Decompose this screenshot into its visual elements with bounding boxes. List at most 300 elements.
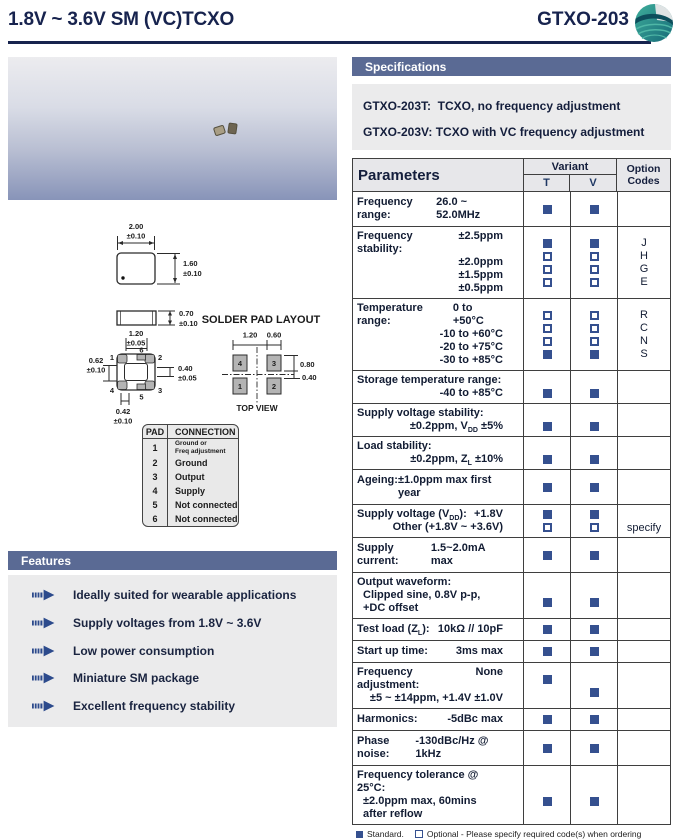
parameter-cell bbox=[353, 192, 523, 226]
parameter-cell bbox=[353, 404, 523, 436]
specifications-section-bar: Specifications bbox=[352, 57, 671, 76]
feature-text: Excellent frequency stability bbox=[73, 699, 236, 713]
marker-slot bbox=[571, 322, 617, 335]
marker-slot bbox=[524, 440, 570, 453]
optional-marker bbox=[543, 311, 552, 320]
variant-v-cell bbox=[570, 663, 617, 708]
parameter-value: Clipped sine, 0.8V p-p, +DC offset bbox=[363, 589, 481, 614]
marker-slot bbox=[524, 322, 570, 335]
standard-legend-text: Standard. bbox=[367, 829, 404, 839]
option-code bbox=[618, 549, 670, 562]
svg-text:±0.05: ±0.05 bbox=[178, 373, 197, 383]
parameter-line bbox=[357, 589, 503, 615]
parameter-value: -10 to +60°C bbox=[439, 328, 503, 340]
option-code bbox=[618, 420, 670, 433]
optional-marker bbox=[590, 324, 599, 333]
option-code bbox=[618, 203, 670, 216]
optional-marker bbox=[543, 252, 552, 261]
spec-table-row bbox=[353, 708, 670, 730]
title-underline bbox=[8, 41, 651, 44]
marker-slot bbox=[571, 387, 617, 400]
page-title: 1.8V ~ 3.6V SM (VC)TCXO bbox=[8, 9, 235, 30]
variant-descriptions bbox=[352, 84, 671, 150]
option-code: C bbox=[640, 322, 648, 334]
parameter-value: -40 to +85°C bbox=[439, 387, 503, 399]
option-code-cell bbox=[617, 299, 670, 370]
option-code: N bbox=[640, 335, 648, 347]
option-code bbox=[618, 686, 670, 699]
optional-marker bbox=[590, 278, 599, 287]
option-code-cell bbox=[617, 470, 670, 504]
standard-marker bbox=[590, 744, 599, 753]
pad-connection-line: Supply bbox=[175, 486, 206, 496]
parameter-value: 26.0 ~ 52.0MHz bbox=[436, 196, 481, 221]
feature-item bbox=[32, 644, 337, 658]
optional-legend-text: Optional - Please specify required code(s) when ordering bbox=[426, 829, 642, 839]
option-code: S bbox=[640, 348, 648, 360]
parameter-line bbox=[357, 420, 503, 433]
marker-slot bbox=[524, 549, 570, 562]
pad-header-cell: PAD bbox=[143, 425, 168, 438]
parameter-line bbox=[357, 282, 503, 295]
parameter-cell bbox=[353, 437, 523, 469]
svg-text:5: 5 bbox=[139, 392, 144, 402]
variant-v-cell bbox=[570, 227, 617, 298]
marker-slot bbox=[571, 309, 617, 322]
standard-marker bbox=[590, 688, 599, 697]
parameter-cell bbox=[353, 709, 523, 730]
svg-text:3: 3 bbox=[158, 386, 163, 395]
option-code-cell bbox=[617, 227, 670, 298]
pad-connection bbox=[168, 439, 238, 456]
variant-v-cell bbox=[570, 619, 617, 640]
marker-slot bbox=[571, 453, 617, 466]
marker-slot bbox=[571, 374, 617, 387]
parameter-value: None bbox=[475, 666, 503, 678]
parameter-line bbox=[357, 713, 503, 726]
svg-text:1.20: 1.20 bbox=[242, 330, 258, 340]
parameter-label: Frequency tolerance @ 25°C: bbox=[357, 769, 479, 794]
marker-slot bbox=[524, 335, 570, 348]
optional-marker bbox=[590, 337, 599, 346]
svg-text:0.70: 0.70 bbox=[179, 309, 194, 318]
parameter-line bbox=[357, 440, 503, 453]
optional-marker bbox=[543, 278, 552, 287]
parameter-label: Frequency adjustment: bbox=[357, 666, 420, 691]
spec-table-row bbox=[353, 730, 670, 765]
optional-marker bbox=[543, 265, 552, 274]
parameter-line bbox=[357, 302, 503, 328]
svg-text:0.60: 0.60 bbox=[266, 330, 282, 340]
marker-slot bbox=[524, 596, 570, 609]
parameter-line bbox=[357, 387, 503, 400]
svg-text:±0.10: ±0.10 bbox=[183, 269, 202, 278]
svg-text:±0.10: ±0.10 bbox=[113, 416, 133, 426]
standard-marker bbox=[590, 715, 599, 724]
pad-table-row bbox=[143, 512, 238, 526]
marker-slot bbox=[524, 521, 570, 534]
svg-text:1.60: 1.60 bbox=[183, 259, 198, 268]
parameter-label: Phase noise: bbox=[357, 735, 390, 760]
option-code-cell bbox=[617, 573, 670, 618]
svg-text:4: 4 bbox=[237, 359, 243, 368]
pad-table-header bbox=[143, 425, 238, 439]
marker-slot bbox=[524, 481, 570, 494]
standard-marker bbox=[543, 455, 552, 464]
optional-marker bbox=[590, 311, 599, 320]
option-code-cell bbox=[617, 437, 670, 469]
parameter-cell bbox=[353, 505, 523, 537]
parameter-line bbox=[357, 666, 503, 692]
feature-item bbox=[32, 616, 337, 630]
variant-t-cell bbox=[523, 437, 570, 469]
option-code bbox=[618, 453, 670, 466]
marker-slot bbox=[571, 263, 617, 276]
option-code bbox=[618, 407, 670, 420]
spec-table-row bbox=[353, 436, 670, 469]
variant-t-cell bbox=[523, 470, 570, 504]
feature-item bbox=[32, 671, 337, 685]
parameter-label: Frequency range: bbox=[357, 196, 413, 221]
pad-connection-line: Not connected bbox=[175, 514, 238, 524]
option-code bbox=[618, 623, 670, 636]
solder-pad-layout-title: SOLDER PAD LAYOUT bbox=[201, 314, 321, 326]
option-code-cell bbox=[617, 505, 670, 537]
standard-marker bbox=[590, 647, 599, 656]
parameter-label: Output waveform: bbox=[357, 576, 452, 588]
parameter-value: ±5 ~ ±14ppm, +1.4V ±1.0V bbox=[369, 692, 503, 704]
brand-logo-icon bbox=[634, 3, 674, 43]
marker-slot bbox=[571, 645, 617, 658]
option-code bbox=[618, 645, 670, 658]
parameter-label: Frequency stability: bbox=[357, 230, 413, 255]
parameter-value: -5dBc max bbox=[447, 713, 503, 725]
optional-marker-legend-icon bbox=[415, 830, 423, 838]
variant-v-header: V bbox=[589, 177, 597, 189]
parameter-line bbox=[357, 407, 503, 420]
standard-marker bbox=[590, 389, 599, 398]
marker-slot bbox=[524, 782, 570, 795]
variant-t-cell bbox=[523, 766, 570, 824]
features-section-bar: Features bbox=[8, 551, 337, 570]
standard-marker bbox=[590, 205, 599, 214]
parameter-cell bbox=[353, 299, 523, 370]
parameter-line bbox=[357, 576, 503, 589]
standard-marker bbox=[543, 551, 552, 560]
option-code bbox=[618, 795, 670, 808]
variant-v-cell bbox=[570, 538, 617, 572]
parameter-line bbox=[357, 735, 503, 761]
parameter-line bbox=[357, 354, 503, 367]
option-code-cell bbox=[617, 731, 670, 765]
variant-t-cell bbox=[523, 663, 570, 708]
tcxo-chip-photo bbox=[227, 122, 237, 134]
optional-marker bbox=[590, 265, 599, 274]
parameter-value: ±2.0ppm max, 60mins after reflow bbox=[363, 795, 477, 820]
parameter-label: Ageing: bbox=[357, 474, 398, 486]
pad-number: 4 bbox=[143, 484, 168, 498]
option-code-cell bbox=[617, 192, 670, 226]
marker-slot bbox=[524, 645, 570, 658]
parameter-cell bbox=[353, 766, 523, 824]
parameter-value: 0 to +50°C bbox=[452, 302, 484, 327]
option-code bbox=[618, 782, 670, 795]
marker-slot bbox=[571, 713, 617, 726]
option-code bbox=[618, 481, 670, 494]
optional-marker bbox=[543, 337, 552, 346]
parameter-line bbox=[357, 474, 503, 500]
variant-t-cell bbox=[523, 227, 570, 298]
pad-number: 5 bbox=[143, 498, 168, 512]
variant-v-cell bbox=[570, 437, 617, 469]
marker-slot bbox=[524, 713, 570, 726]
standard-marker bbox=[543, 715, 552, 724]
spec-table-header bbox=[353, 159, 670, 192]
parameter-value: -30 to +85°C bbox=[439, 354, 503, 366]
pad-connection-table bbox=[142, 424, 239, 527]
variant-t-cell bbox=[523, 505, 570, 537]
marker-slot bbox=[524, 203, 570, 216]
variant-t-cell bbox=[523, 299, 570, 370]
parameter-value: ±1.5ppm bbox=[458, 269, 503, 281]
pad-connection-line: Not connected bbox=[175, 500, 238, 510]
option-code: G bbox=[639, 263, 649, 275]
variant-v-cell bbox=[570, 299, 617, 370]
marker-slot bbox=[524, 348, 570, 361]
connection-header-cell: CONNECTION bbox=[175, 426, 236, 437]
option-code bbox=[618, 374, 670, 387]
spec-table-row bbox=[353, 403, 670, 436]
parameter-label: Harmonics: bbox=[357, 713, 418, 725]
marker-slot bbox=[571, 742, 617, 755]
parameter-value: -130dBc/Hz @ 1kHz bbox=[415, 735, 489, 760]
variant-t-cell bbox=[523, 709, 570, 730]
marker-slot bbox=[571, 237, 617, 250]
variant-t-cell bbox=[523, 641, 570, 662]
feature-arrow-icon bbox=[32, 645, 55, 657]
parameter-line bbox=[357, 453, 503, 466]
option-code-cell bbox=[617, 766, 670, 824]
option-code-cell bbox=[617, 709, 670, 730]
spec-table-row bbox=[353, 298, 670, 370]
pad-connection bbox=[168, 470, 238, 484]
option-code: E bbox=[640, 276, 648, 288]
variant-v-description: GTXO-203V: TCXO with VC frequency adjustment bbox=[363, 125, 645, 139]
option-code bbox=[618, 508, 670, 521]
spec-table-row bbox=[353, 572, 670, 618]
svg-text:4: 4 bbox=[109, 386, 114, 395]
marker-slot bbox=[571, 348, 617, 361]
marker-slot bbox=[571, 440, 617, 453]
option-code-cell bbox=[617, 538, 670, 572]
standard-marker bbox=[543, 797, 552, 806]
feature-arrow-icon bbox=[32, 617, 55, 629]
spec-table-row bbox=[353, 640, 670, 662]
parameter-line bbox=[357, 328, 503, 341]
parameter-line bbox=[357, 623, 503, 636]
marker-slot bbox=[524, 374, 570, 387]
variant-v-cell bbox=[570, 404, 617, 436]
option-code bbox=[618, 387, 670, 400]
marker-slot bbox=[524, 263, 570, 276]
parameter-line bbox=[357, 196, 503, 222]
parameter-cell bbox=[353, 731, 523, 765]
features-list bbox=[8, 575, 337, 727]
option-code-cell bbox=[617, 371, 670, 403]
option-code bbox=[618, 583, 670, 596]
standard-marker bbox=[590, 625, 599, 634]
parameter-value: 1.5~2.0mA max bbox=[430, 542, 486, 567]
standard-marker bbox=[543, 239, 552, 248]
parameter-line bbox=[357, 269, 503, 282]
parameter-value: ±0.2ppm, $Z_L \pm 10\%$ bbox=[410, 453, 503, 468]
marker-slot bbox=[571, 481, 617, 494]
option-code-cell bbox=[617, 404, 670, 436]
marker-slot bbox=[571, 335, 617, 348]
standard-marker bbox=[590, 422, 599, 431]
standard-marker bbox=[590, 483, 599, 492]
optional-marker bbox=[590, 523, 599, 532]
feature-arrow-icon bbox=[32, 700, 55, 712]
pad-connection-line: Ground or bbox=[175, 440, 207, 447]
parameter-cell bbox=[353, 663, 523, 708]
parameter-line bbox=[357, 256, 503, 269]
svg-text:1: 1 bbox=[109, 353, 114, 362]
feature-text: Miniature SM package bbox=[73, 671, 200, 686]
svg-text:3: 3 bbox=[271, 359, 277, 368]
variant-header: Variant bbox=[524, 159, 616, 175]
variant-v-cell bbox=[570, 766, 617, 824]
feature-arrow-icon bbox=[32, 672, 55, 684]
svg-text:2: 2 bbox=[158, 353, 163, 362]
marker-slot bbox=[571, 583, 617, 596]
pad-connection-line: Ground bbox=[175, 458, 208, 468]
spec-table-row bbox=[353, 504, 670, 537]
parameter-line bbox=[357, 374, 503, 387]
marker-slot bbox=[571, 508, 617, 521]
parameter-line bbox=[357, 341, 503, 354]
parameter-label: Start up time: bbox=[357, 645, 428, 657]
parameter-line bbox=[357, 508, 503, 521]
parameter-cell bbox=[353, 470, 523, 504]
spec-table-row bbox=[353, 370, 670, 403]
option-code bbox=[618, 440, 670, 453]
svg-text:±0.10: ±0.10 bbox=[126, 231, 146, 241]
pad-table-row bbox=[143, 484, 238, 498]
svg-text:1.20: 1.20 bbox=[128, 329, 144, 338]
marker-slot bbox=[571, 203, 617, 216]
variant-v-cell bbox=[570, 731, 617, 765]
option-code bbox=[618, 596, 670, 609]
parameter-line bbox=[357, 692, 503, 705]
standard-marker bbox=[543, 483, 552, 492]
variant-v-cell bbox=[570, 505, 617, 537]
standard-marker bbox=[590, 350, 599, 359]
spec-table-row bbox=[353, 192, 670, 226]
feature-item bbox=[32, 699, 337, 713]
parameter-cell bbox=[353, 371, 523, 403]
marker-slot bbox=[524, 276, 570, 289]
parameter-value: ±0.5ppm bbox=[458, 282, 503, 294]
pad-connection bbox=[168, 512, 238, 526]
marker-slot bbox=[524, 237, 570, 250]
parameter-line bbox=[357, 230, 503, 256]
parameter-label: Supply current: bbox=[357, 542, 399, 567]
parameter-value: ±0.2ppm, $V_{DD} \pm 5\%$ bbox=[409, 420, 503, 435]
variant-t-cell bbox=[523, 573, 570, 618]
pad-table-row bbox=[143, 439, 238, 456]
standard-marker bbox=[543, 598, 552, 607]
standard-marker bbox=[543, 625, 552, 634]
marker-slot bbox=[571, 420, 617, 433]
marker-slot bbox=[571, 782, 617, 795]
variant-v-cell bbox=[570, 641, 617, 662]
marker-slot bbox=[571, 276, 617, 289]
pad-connection bbox=[168, 498, 238, 512]
svg-text:0.40: 0.40 bbox=[178, 364, 193, 373]
top-view-label: TOP VIEW bbox=[236, 403, 278, 413]
parameter-label: Supply voltage stability: bbox=[357, 407, 484, 419]
spec-table-row bbox=[353, 662, 670, 708]
parameter-cell bbox=[353, 573, 523, 618]
pad-table-row bbox=[143, 456, 238, 470]
spec-table-row bbox=[353, 618, 670, 640]
parameter-value: 3ms max bbox=[455, 645, 503, 657]
spec-table-row bbox=[353, 469, 670, 504]
svg-text:0.40: 0.40 bbox=[302, 373, 317, 382]
standard-marker bbox=[543, 510, 552, 519]
optional-marker bbox=[590, 252, 599, 261]
specifications-table bbox=[352, 158, 671, 825]
pad-table-row bbox=[143, 470, 238, 484]
variant-t-cell bbox=[523, 538, 570, 572]
standard-marker bbox=[543, 744, 552, 753]
table-footnote bbox=[356, 829, 641, 839]
option-code: J bbox=[641, 237, 647, 249]
standard-marker bbox=[543, 350, 552, 359]
marker-slot bbox=[571, 549, 617, 562]
svg-text:0.80: 0.80 bbox=[300, 360, 315, 369]
parameter-label: Supply voltage $(V_{DD})$: bbox=[357, 508, 467, 523]
standard-marker bbox=[590, 510, 599, 519]
standard-marker bbox=[543, 647, 552, 656]
parameter-cell bbox=[353, 619, 523, 640]
svg-text:2.00: 2.00 bbox=[128, 222, 144, 231]
option-code-cell bbox=[617, 619, 670, 640]
marker-slot bbox=[524, 583, 570, 596]
standard-marker bbox=[543, 675, 552, 684]
feature-text: Ideally suited for wearable applications bbox=[73, 588, 297, 602]
parameter-value: -20 to +75°C bbox=[439, 341, 503, 353]
parameter-value: Other (+1.8V ~ +3.6V) bbox=[392, 521, 503, 533]
parameters-header: Parameters bbox=[358, 166, 440, 184]
spec-table-row bbox=[353, 765, 670, 824]
option-code bbox=[618, 673, 670, 686]
option-code: R bbox=[640, 309, 648, 321]
variant-v-cell bbox=[570, 470, 617, 504]
marker-slot bbox=[571, 686, 617, 699]
variant-t-cell bbox=[523, 731, 570, 765]
parameter-cell bbox=[353, 641, 523, 662]
svg-text:6: 6 bbox=[139, 345, 144, 355]
parameter-value: ±2.5ppm bbox=[458, 230, 503, 242]
option-code: specify bbox=[626, 521, 662, 534]
optional-marker bbox=[543, 324, 552, 333]
parameter-line bbox=[357, 521, 503, 534]
standard-marker bbox=[590, 797, 599, 806]
pad-connection bbox=[168, 456, 238, 470]
marker-slot bbox=[524, 686, 570, 699]
